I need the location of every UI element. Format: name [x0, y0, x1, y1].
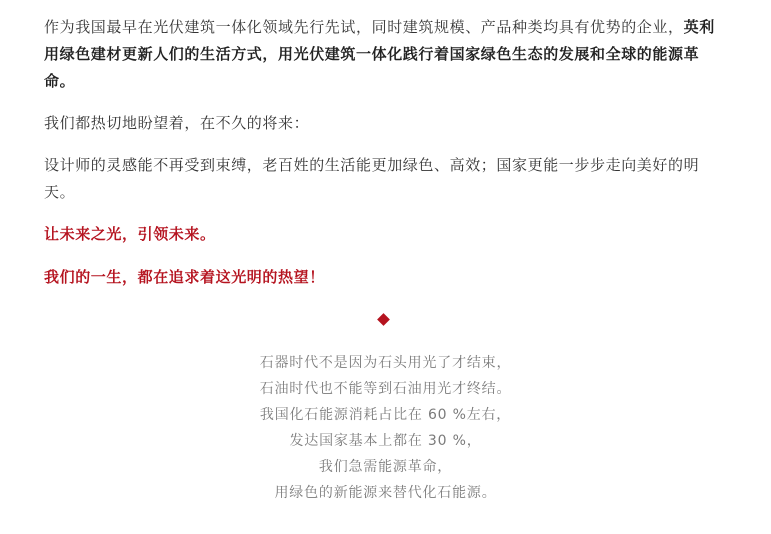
intro-paragraph-normal-text: 作为我国最早在光伏建筑一体化领域先行先试，同时建筑规模、产品种类均具有优势的企业，: [44, 18, 684, 36]
verse-line: 用绿色的新能源来替代化石能源。: [274, 485, 497, 501]
verse-line: 我国化石能源消耗占比在 60 %左右，: [259, 407, 512, 423]
expectation-paragraph: 我们都热切地盼望着，在不久的将来：: [44, 114, 310, 132]
vision-paragraph: 设计师的灵感能不再受到束缚，老百姓的生活能更加绿色、高效；国家更能一步步走向美好的明天。: [44, 156, 700, 201]
intro-paragraph-bold-text: 英利用绿色建材更新人们的生活方式，用光伏建筑一体化践行着国家绿色生态的发展和全球的能源革命。: [44, 18, 715, 90]
verse-line: 我们急需能源革命，: [318, 459, 453, 475]
slogan-highlight-2: 我们的一生，都在追求着这光明的热望！: [44, 268, 325, 286]
intro-paragraph: [44, 14, 727, 95]
slogan-highlight-1: 让未来之光，引领未来。: [44, 225, 216, 243]
verse-line: 石器时代不是因为石头用光了才结束，: [259, 355, 512, 371]
closing-verse: [0, 350, 771, 506]
verse-line: 石油时代也不能等到石油用光才终结。: [259, 381, 512, 397]
verse-line: 发达国家基本上都在 30 %，: [289, 433, 482, 449]
